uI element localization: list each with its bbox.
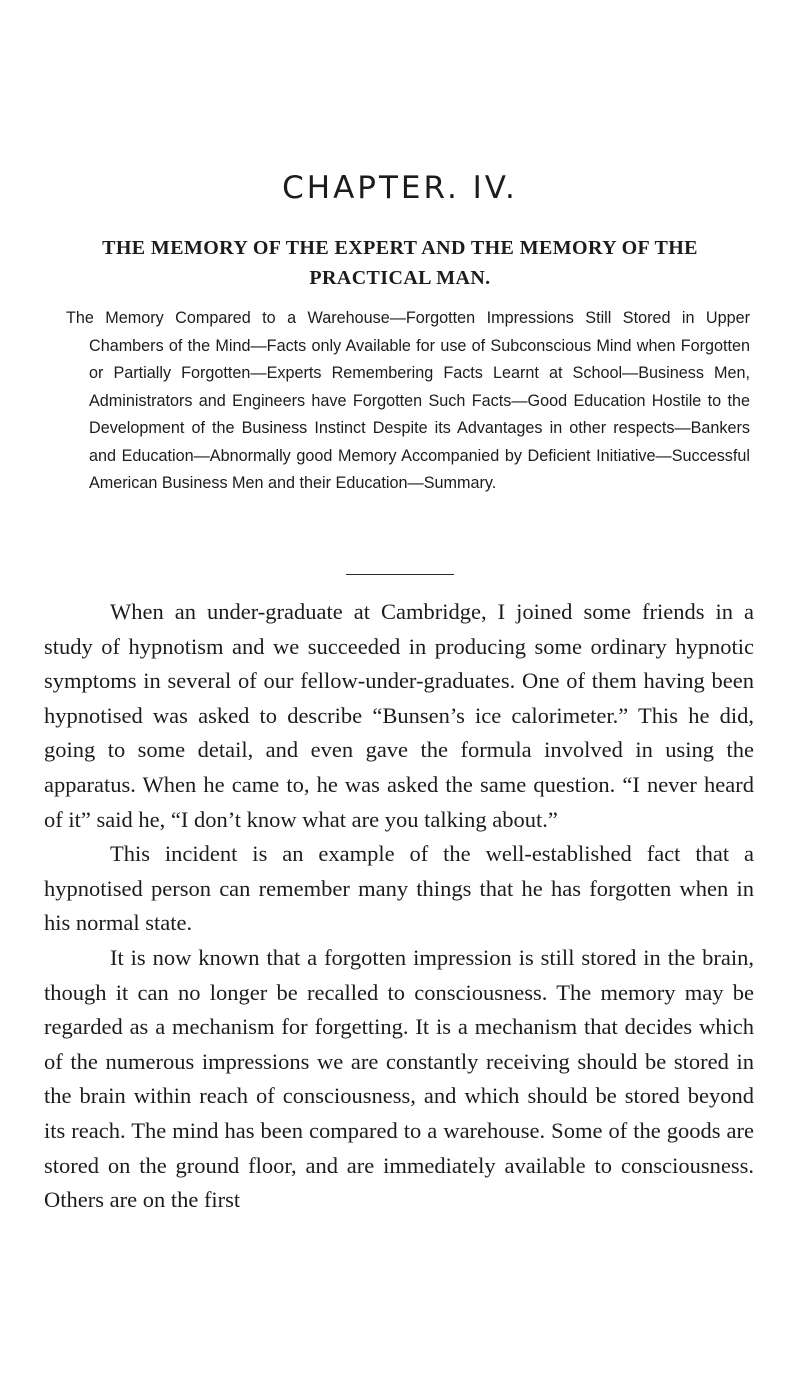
body-paragraph: When an under-graduate at Cambridge, I joined some friends in a study of hypnotism and we succeeded in producing some ordinary hypnotic symptoms in several of our fellow-under-graduates. One of them having been hypnotised was asked to describe “Bunsen’s ice calorimeter.” This he did, going to some detail, and even gave the formula involved in using the apparatus. When he came to, he was asked the same question. “I never heard of it” said he, “I don’t know what are you talking about.” (44, 599, 754, 832)
chapter-title: THE MEMORY OF THE EXPERT AND THE MEMORY OF THE PRACTICAL MAN. (102, 237, 698, 289)
section-divider (346, 574, 454, 575)
chapter-heading: CHAPTER. IV. (282, 170, 518, 206)
chapter-synopsis: The Memory Compared to a Warehouse—Forgotten Impressions Still Stored in Upper Chambers of the Mind—Facts only Available for use of Subconscious Mind when Forgotten or Partially Forgotten—Experts Remembering Facts Learnt at School—Business Men, Administrators and Engineers have Forgotten Such Facts—Good Education Hostile to the Development of the Business Instinct Despite its Advantages in other respects—Bankers and Education—Abnormally good Memory Accompanied by Deficient Initiative—Successful American Business Men and their Education—Summary. (66, 309, 750, 492)
chapter-body (44, 595, 754, 1218)
body-paragraph: This incident is an example of the well-established fact that a hypnotised person can remember many things that he has forgotten when in his normal state. (44, 841, 754, 936)
body-paragraph: It is now known that a forgotten impression is still stored in the brain, though it can no longer be recalled to consciousness. The memory may be regarded as a mechanism for forgetting. It is a mechanism that decides which of the numerous impressions we are constantly receiving should be stored in the brain within reach of consciousness, and which should be stored beyond its reach. The mind has been compared to a warehouse. Some of the goods are stored on the ground floor, and are immediately available to consciousness. Others are on the first (44, 944, 754, 1213)
